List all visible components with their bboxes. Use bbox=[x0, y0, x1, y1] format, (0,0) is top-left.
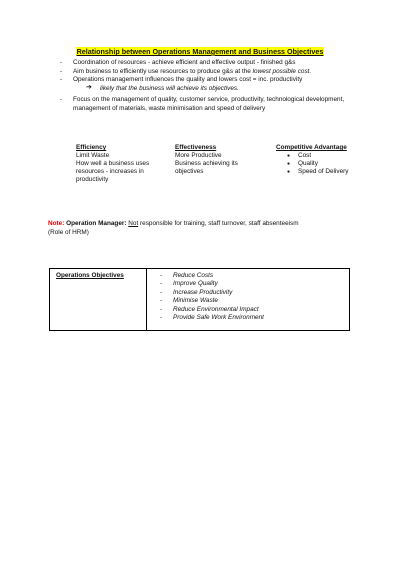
efficiency-line: Limit Waste bbox=[76, 152, 110, 159]
efficiency-line: How well a business uses resources - increases in productivity bbox=[76, 160, 150, 183]
dash-marker: - bbox=[60, 76, 63, 84]
list-item: ● Speed of Delivery bbox=[298, 168, 376, 176]
competitive-advantage-list bbox=[276, 152, 376, 176]
note-paragraph bbox=[48, 220, 368, 237]
effectiveness-column bbox=[175, 144, 260, 176]
note-manager: Operation Manager: bbox=[66, 220, 127, 227]
list-item: - Provide Safe Work Environment bbox=[160, 314, 264, 322]
arrow-right-icon: ➔ bbox=[86, 83, 92, 91]
list-item: - Reduce Costs bbox=[160, 272, 214, 279]
note-not: Not bbox=[128, 220, 139, 227]
bullet-item: - Aim business to efficiently use resources to produce g&s at the lowest possible cost. bbox=[60, 67, 312, 75]
dash-marker: - bbox=[60, 67, 63, 75]
note-line2: (Role of HRM) bbox=[48, 228, 89, 236]
list-item: ● Quality bbox=[298, 160, 376, 168]
operations-objectives-list bbox=[160, 272, 264, 322]
bullet-list bbox=[60, 59, 360, 114]
operations-objectives-table bbox=[49, 268, 350, 331]
efficiency-column bbox=[76, 144, 171, 184]
list-item: - Improve Quality bbox=[160, 280, 218, 288]
list-item: - Reduce Environmental Impact bbox=[160, 305, 259, 313]
list-item: ● Cost bbox=[298, 152, 376, 160]
effectiveness-heading: Effectiveness bbox=[175, 144, 217, 151]
competitive-advantage-column bbox=[276, 144, 376, 176]
effectiveness-line: More Productive bbox=[175, 152, 222, 159]
effectiveness-line: Business achieving its objectives bbox=[175, 160, 238, 175]
sub-bullet-item: ➔ likely that the business will achieve its objectives. bbox=[86, 83, 239, 92]
dash-marker: - bbox=[60, 96, 63, 104]
bullet-item: - Focus on the management of quality, customer service, productivity, technological development, management of materials, waste minimisation and speed of delivery bbox=[60, 96, 345, 112]
table-divider bbox=[146, 269, 147, 330]
list-item: - Minimise Waste bbox=[160, 297, 218, 305]
efficiency-heading: Efficiency bbox=[76, 144, 107, 151]
note-label: Note: bbox=[48, 220, 65, 227]
dash-marker: - bbox=[60, 59, 63, 66]
bullet-item: - Coordination of resources - achieve efficient and effective output - finished g&s bbox=[60, 59, 296, 66]
bullet-item: - Operations management influences the quality and lowers cost = inc. productivity bbox=[60, 76, 303, 84]
competitive-advantage-heading: Competitive Advantage bbox=[276, 144, 347, 151]
note-rest: responsible for training, staff turnover, staff absenteeism bbox=[138, 220, 299, 227]
operations-objectives-label: Operations Objectives bbox=[56, 272, 124, 279]
list-item: - Increase Productivity bbox=[160, 288, 233, 296]
page-title: Relationship between Operations Management and Business Objectives bbox=[76, 47, 324, 56]
